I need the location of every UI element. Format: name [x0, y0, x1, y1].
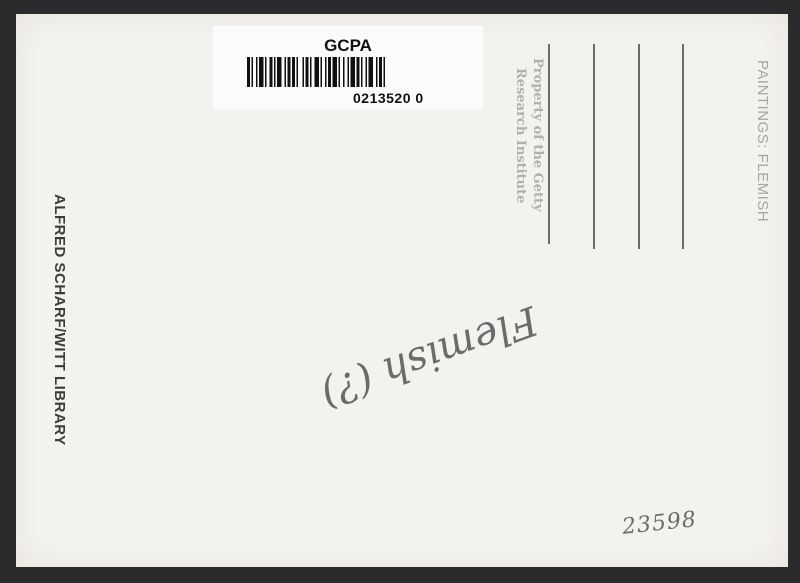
- library-stamp: ALFRED SCHARF/WITT LIBRARY: [51, 194, 68, 446]
- ruled-line-2: [593, 44, 595, 249]
- barcode-image: [247, 57, 447, 87]
- ruled-line-4: [682, 44, 684, 249]
- handwritten-accession-number: 23598: [620, 507, 699, 540]
- getty-stamp: [512, 58, 546, 212]
- photo-mount-back: [16, 14, 788, 567]
- handwritten-attribution: Flemish (?): [314, 296, 544, 418]
- barcode-label: [213, 26, 483, 110]
- category-stamp: PAINTINGS: FLEMISH: [754, 60, 771, 223]
- getty-stamp-line2: Research Institute: [513, 68, 528, 204]
- getty-stamp-line1: Property of the Getty: [530, 58, 545, 212]
- ruled-line-1: [548, 44, 550, 244]
- ruled-line-3: [638, 44, 640, 249]
- barcode-number: 0213520 0: [353, 90, 424, 106]
- barcode-title: GCPA: [324, 36, 372, 55]
